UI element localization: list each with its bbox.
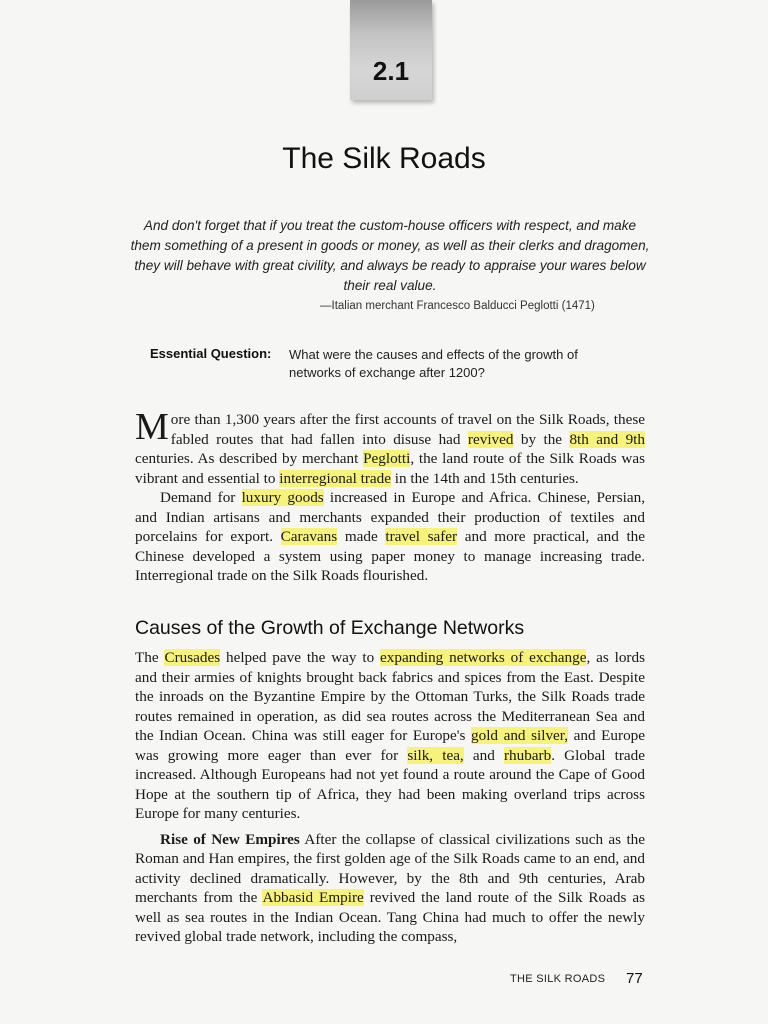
causes-paragraph-1: The Crusades helped pave the way to expanding networks of exchange, as lords and their armies of knights brought back fabrics and spices from the East. Despite the inroads on the Byzantine Empire by the Ottoman Turks, the Silk Roads trade routes remained in operation, as did sea routes across the Mediterranean Sea and the Indian Ocean. China was still eager for Europe's gold and silver, and Europe was growing more eager than ever for silk, tea, and rhubarb. Global trade increased. Although Europeans had not yet found a route around the Cape of Good Hope at the southern tip of Africa, they had been making overland trips across Europe for many centuries.	[135, 649, 646, 822]
highlight: Crusades	[164, 649, 221, 666]
run-in-heading: Rise of New Empires	[160, 830, 300, 848]
highlight: interregional trade	[279, 469, 391, 487]
highlight: rhubarb	[503, 746, 552, 764]
page-number: 77	[626, 970, 643, 987]
section-heading: Causes of the Growth of Exchange Networks	[135, 617, 525, 639]
epigraph-quote: And don't forget that if you treat the custom-house officers with respect, and make them something of a present in goods or money, as well as their clerks and dragomen, they will behave with great civility, and always be ready to appraise your wares below their real value.	[130, 218, 650, 293]
essential-question-label: Essential Question:	[150, 346, 272, 361]
highlight: Caravans	[280, 528, 338, 545]
epigraph-attribution: —Italian merchant Francesco Balducci Peglotti (1471)	[320, 300, 595, 312]
intro-paragraph-1: More than 1,300 years after the first accounts of travel on the Silk Roads, these fabled routes that had fallen into disuse had revived by the 8th and 9th centuries. As described by merchant Peglotti, the land route of the Silk Roads was vibrant and essential to interregional trade in the 14th and 15th centuries.	[135, 406, 645, 487]
highlight: revived	[467, 430, 514, 448]
causes-text	[135, 648, 645, 947]
highlight: Peglotti	[363, 450, 411, 467]
highlight: silk, tea,	[407, 746, 464, 764]
chapter-tab	[350, 0, 432, 100]
highlight: 8th and 9th	[569, 430, 645, 448]
highlight: gold and silver,	[471, 727, 569, 744]
causes-paragraph-2: Rise of New Empires After the collapse of classical civilizations such as the Roman and Han empires, the first golden age of the Silk Roads came to an end, and activity declined dramatically. However, by the 8th and 9th centuries, Arab merchants from the Abbasid Empire revived the land route of the Silk Roads as well as sea routes in the Indian Ocean. Tang China had much to offer the newly revived global trade network, including the compass,	[135, 830, 645, 945]
highlight: travel safer	[385, 528, 458, 545]
highlight: Abbasid Empire	[262, 889, 364, 906]
drop-cap: M	[135, 406, 169, 448]
chapter-number: 2.1	[372, 56, 410, 86]
highlight: luxury goods	[241, 489, 324, 506]
intro-paragraph-2: Demand for luxury goods increased in Europe and Africa. Chinese, Persian, and Indian artisans and merchants expanded their production of textiles and porcelains for export. Caravans made travel safer and more practical, and the Chinese developed a system using paper money to manage increasing trade. Interregional trade on the Silk Roads flourished.	[135, 489, 646, 584]
essential-question-text: What were the causes and effects of the growth of networks of exchange after 1200?	[289, 347, 578, 380]
highlight: expanding networks of exchange	[380, 649, 587, 666]
intro-text	[135, 406, 646, 586]
running-head: THE SILK ROADS	[510, 973, 606, 985]
page-title: The Silk Roads	[282, 142, 486, 175]
